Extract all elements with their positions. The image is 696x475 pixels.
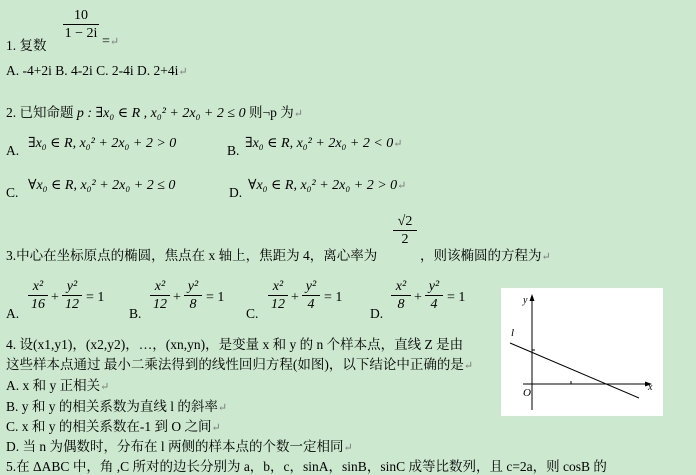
return-mark: ↵: [109, 36, 120, 48]
q2-option-d-letter: D.: [229, 185, 243, 200]
q3-stem-after: [420, 244, 551, 264]
q1-fraction-bar: [63, 24, 99, 25]
eq-one: = 1: [86, 290, 105, 305]
q2-option-a-letter: A.: [6, 143, 20, 158]
q3-option-b-frac2: [184, 279, 202, 312]
q2-option-d-expr: [248, 177, 406, 194]
eq-one: = 1: [447, 290, 466, 305]
q2-option-c: [6, 185, 18, 201]
q3-option-a-frac1: [28, 279, 48, 312]
q3-option-a-n1: x²: [32, 279, 44, 294]
q3-option-b-n1: x²: [154, 279, 166, 294]
q3-option-b-d2: 8: [189, 297, 197, 312]
q3-option-b-letter-text: B.: [129, 306, 142, 321]
q3-option-c-plus: [291, 290, 299, 306]
q1-fraction-denominator: 1 − 2i: [64, 26, 98, 41]
q2-option-a-text: ∃x₀ ∈ R, x₀² + 2x₀ + 2 > 0: [28, 136, 177, 151]
q3-ecc-numerator: √2: [397, 214, 413, 229]
q3-option-d-frac2: [425, 279, 443, 312]
q2-proposition: p : ∃x₀ ∈ R , x₀² + 2x₀ + 2 ≤ 0: [76, 106, 246, 121]
q3-option-d-plus: [414, 290, 422, 306]
return-mark: ↵: [178, 66, 188, 78]
q1-label: [6, 34, 47, 54]
q2-option-a-expr: [28, 135, 176, 152]
frac-bar: [150, 295, 170, 296]
regression-figure-svg: [501, 288, 663, 416]
q4-option-d-text: D. 当 n 为偶数时，分布在 l 两侧的样本点的个数一定相同: [6, 439, 344, 454]
regression-figure: [501, 288, 663, 416]
q2-label: 2. 已知命题: [6, 105, 74, 120]
return-mark: ↵: [397, 180, 407, 192]
q4-option-b-text: B. y 和 y 的相关系数为直线 l 的斜率: [6, 399, 218, 414]
q2-option-d-text: ∀x₀ ∈ R, x₀² + 2x₀ + 2 > 0: [248, 178, 398, 193]
return-mark: ↵: [217, 402, 228, 414]
q3-option-c-eq: [324, 290, 342, 306]
frac-bar: [184, 295, 202, 296]
q3-eccentricity: [393, 214, 417, 247]
frac-bar: [425, 295, 443, 296]
q3-ecc-denominator: 2: [401, 232, 409, 247]
origin-label: O: [523, 387, 531, 399]
q3-option-d-n2: y²: [428, 279, 440, 294]
q4-line1: [6, 333, 463, 353]
q3-option-c-n1: x²: [272, 279, 284, 294]
q4-line2: [6, 353, 473, 373]
plus-sign: +: [51, 290, 59, 305]
q3-option-a-eq: [86, 290, 104, 306]
q2-option-c-expr: [28, 177, 175, 194]
q3-option-b-letter: [129, 306, 141, 322]
plus-sign: +: [173, 290, 181, 305]
q3-option-d-letter-text: D.: [370, 306, 384, 321]
q3-option-a-d1: 16: [31, 297, 45, 312]
q3-option-c-d1: 12: [271, 297, 285, 312]
return-mark: ↵: [293, 108, 303, 120]
q2-option-b-letter: B.: [227, 143, 240, 158]
eq-one: = 1: [206, 290, 225, 305]
q3-option-c-letter: [246, 306, 258, 322]
q3-text-before: 3.中心在坐标原点的椭圆，焦点在 x 轴上，焦距为 4，离心率为: [6, 248, 378, 263]
q4-option-a-text: A. x 和 y 正相关: [6, 378, 101, 393]
frac-bar: [268, 295, 288, 296]
q4-option-c-text: C. x 和 y 的相关系数在-1 到 O 之间: [6, 419, 212, 434]
q3-option-a-d2: 12: [65, 297, 79, 312]
q4-line1-text: 4. 设(x1,y1)，(x2,y2)，…，(xn,yn)，是变量 x 和 y 的 n 个样本点，直线 Z 是由: [6, 337, 464, 352]
q4-option-c: [6, 415, 221, 435]
q3-option-d-letter: [370, 306, 383, 322]
q2-suffix: 则¬p 为: [248, 105, 294, 120]
q3-option-d-frac1: [391, 279, 411, 312]
q2-option-b-expr: [245, 135, 403, 152]
q3-option-b-d1: 12: [153, 297, 167, 312]
frac-bar: [302, 295, 320, 296]
frac-bar: [391, 295, 411, 296]
q1-options: [6, 63, 188, 79]
q1-fraction-numerator: 10: [74, 8, 88, 23]
return-mark: ↵: [343, 442, 353, 454]
q3-option-a-frac2: [62, 279, 82, 312]
q3-option-c-frac2: [302, 279, 320, 312]
q3-option-d-d2: 4: [430, 297, 438, 312]
return-mark: ↵: [100, 381, 110, 393]
y-axis-arrow: [530, 294, 535, 301]
q3-stem-before: [6, 244, 377, 264]
q3-option-a-n2: y²: [66, 279, 78, 294]
y-axis-label: y: [523, 295, 528, 306]
q4-option-d: [6, 435, 353, 455]
q3-ecc-bar: [393, 230, 417, 231]
q2-option-c-text: ∀x₀ ∈ R, x₀² + 2x₀ + 2 ≤ 0: [28, 178, 176, 193]
frac-bar: [28, 295, 48, 296]
q2-stem: [6, 101, 303, 122]
line-label: l: [511, 327, 515, 339]
q3-option-b-eq: [206, 290, 224, 306]
frac-bar: [62, 295, 82, 296]
return-mark: ↵: [393, 138, 403, 150]
q3-text-after: ，则该椭圆的方程为: [420, 248, 542, 263]
q1-eq: [102, 34, 119, 50]
q2-option-a: [6, 143, 19, 159]
q4-option-a: [6, 374, 109, 394]
q5-line1-text: 5.在 ΔABC 中，角 ,C 所对的边长分别为 a，b，c，sinA，sinB，sinC 成等比数列，且 c=2a，则 cosB 的: [6, 459, 607, 474]
q3-option-c-d2: 4: [307, 297, 315, 312]
q3-option-b-frac1: [150, 279, 170, 312]
q3-option-d-d1: 8: [397, 297, 405, 312]
q1-fraction: [63, 8, 99, 41]
q3-option-d-n1: x²: [395, 279, 407, 294]
plus-sign: +: [291, 290, 299, 305]
q2-option-b: [227, 143, 239, 159]
q3-option-c-letter-text: C.: [246, 306, 259, 321]
q3-option-a-letter: [6, 306, 19, 322]
x-axis-label: x: [648, 382, 653, 393]
q1-eq-sign: =: [102, 34, 110, 49]
q3-option-a-letter-text: A.: [6, 306, 20, 321]
q1-label-text: 1. 复数: [6, 38, 47, 53]
q3-option-d-eq: [447, 290, 465, 306]
q1-options-text: A. -4+2i B. 4-2i C. 2-4i D. 2+4i: [6, 63, 179, 78]
q3-option-b-plus: [173, 290, 181, 306]
q2-option-b-text: ∃x₀ ∈ R, x₀² + 2x₀ + 2 < 0: [245, 136, 394, 151]
q2-option-c-letter: C.: [6, 185, 19, 200]
q5-line1: [6, 455, 607, 475]
return-mark: ↵: [211, 422, 221, 434]
q3-option-b-n2: y²: [187, 279, 199, 294]
q3-option-c-frac1: [268, 279, 288, 312]
q4-line2-text: 这些样本点通过 最小二乘法得到的线性回归方程(如图)，以下结论中正确的是: [6, 357, 464, 372]
plus-sign: +: [414, 290, 422, 305]
return-mark: ↵: [541, 251, 551, 263]
return-mark: ↵: [463, 360, 474, 372]
eq-one: = 1: [324, 290, 343, 305]
q4-option-b: [6, 395, 227, 415]
q3-option-c-n2: y²: [305, 279, 317, 294]
q3-option-a-plus: [51, 290, 59, 306]
q2-option-d: [229, 185, 242, 201]
